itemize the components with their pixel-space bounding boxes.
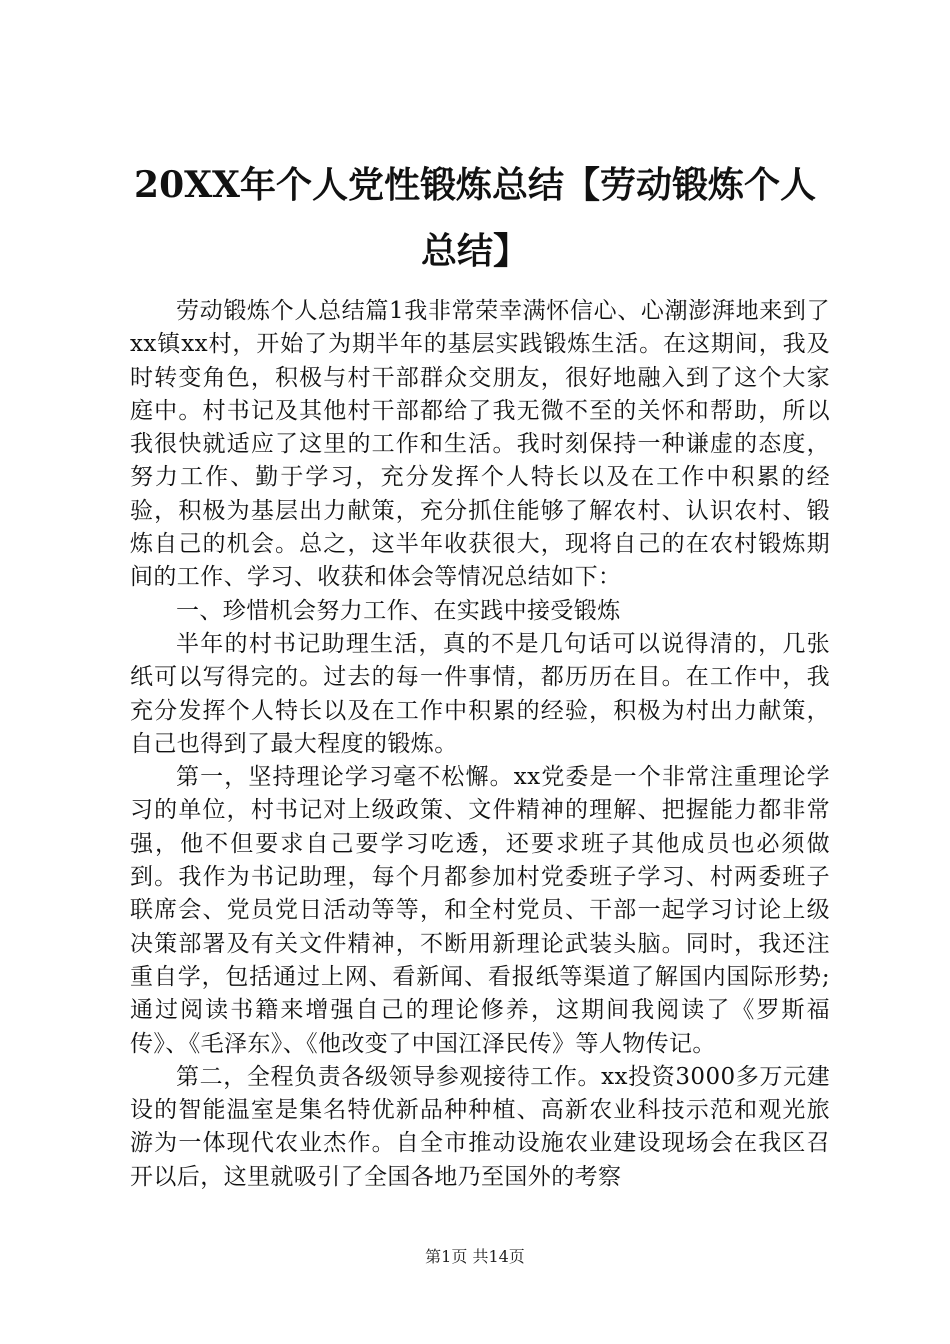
page-footer: 第1页 共14页 [425, 1247, 525, 1266]
section-heading: 一、珍惜机会努力工作、在实践中接受锻炼 [176, 597, 621, 624]
document-title: 20XX年个人党性锻炼总结【劳动锻炼个人总结】 [134, 164, 816, 272]
paragraph-second-point: 第二，全程负责各级领导参观接待工作。xx投资3000多万元建设的智能温室是集名特优新品种种植、高新农业科技示范和观光旅游为一体现代农业杰作。自全市推动设施农业建设现场会在我区召开以后，这里就吸引了全国各地乃至国外的考察 [130, 1063, 830, 1190]
paragraph-intro: 劳动锻炼个人总结篇1我非常荣幸满怀信心、心潮澎湃地来到了xx镇xx村，开始了为期半年的基层实践锻炼生活。在这期间，我及时转变角色，积极与村干部群众交朋友，很好地融入到了这个大家庭中。村书记及其他村干部都给了我无微不至的关怀和帮助，所以我很快就适应了这里的工作和生活。我时刻保持一种谦虚的态度，努力工作、勤于学习，充分发挥个人特长以及在工作中积累的经验，积极为基层出力献策，充分抓住能够了解农村、认识农村、锻炼自己的机会。总之，这半年收获很大，现将自己的在农村锻炼期间的工作、学习、收获和体会等情况总结如下： [130, 298, 830, 591]
paragraph-section-intro: 半年的村书记助理生活，真的不是几句话可以说得清的，几张纸可以写得完的。过去的每一件事情，都历历在目。在工作中，我充分发挥个人特长以及在工作中积累的经验，积极为村出力献策，自己也得到了最大程度的锻炼。 [130, 630, 830, 757]
document-body [130, 295, 830, 1194]
paragraph-first-point: 第一，坚持理论学习毫不松懈。xx党委是一个非常注重理论学习的单位，村书记对上级政策、文件精神的理解、把握能力都非常强，他不但要求自己要学习吃透，还要求班子其他成员也必须做到。我作为书记助理，每个月都参加村党委班子学习、村两委班子联席会、党员党日活动等等，和全村党员、干部一起学习讨论上级决策部署及有关文件精神，不断用新理论武装头脑。同时，我还注重自学，包括通过上网、看新闻、看报纸等渠道了解国内国际形势;通过阅读书籍来增强自己的理论修养，这期间我阅读了《罗斯福传》、《毛泽东》、《他改变了中国江泽民传》等人物传记。 [130, 764, 830, 1057]
